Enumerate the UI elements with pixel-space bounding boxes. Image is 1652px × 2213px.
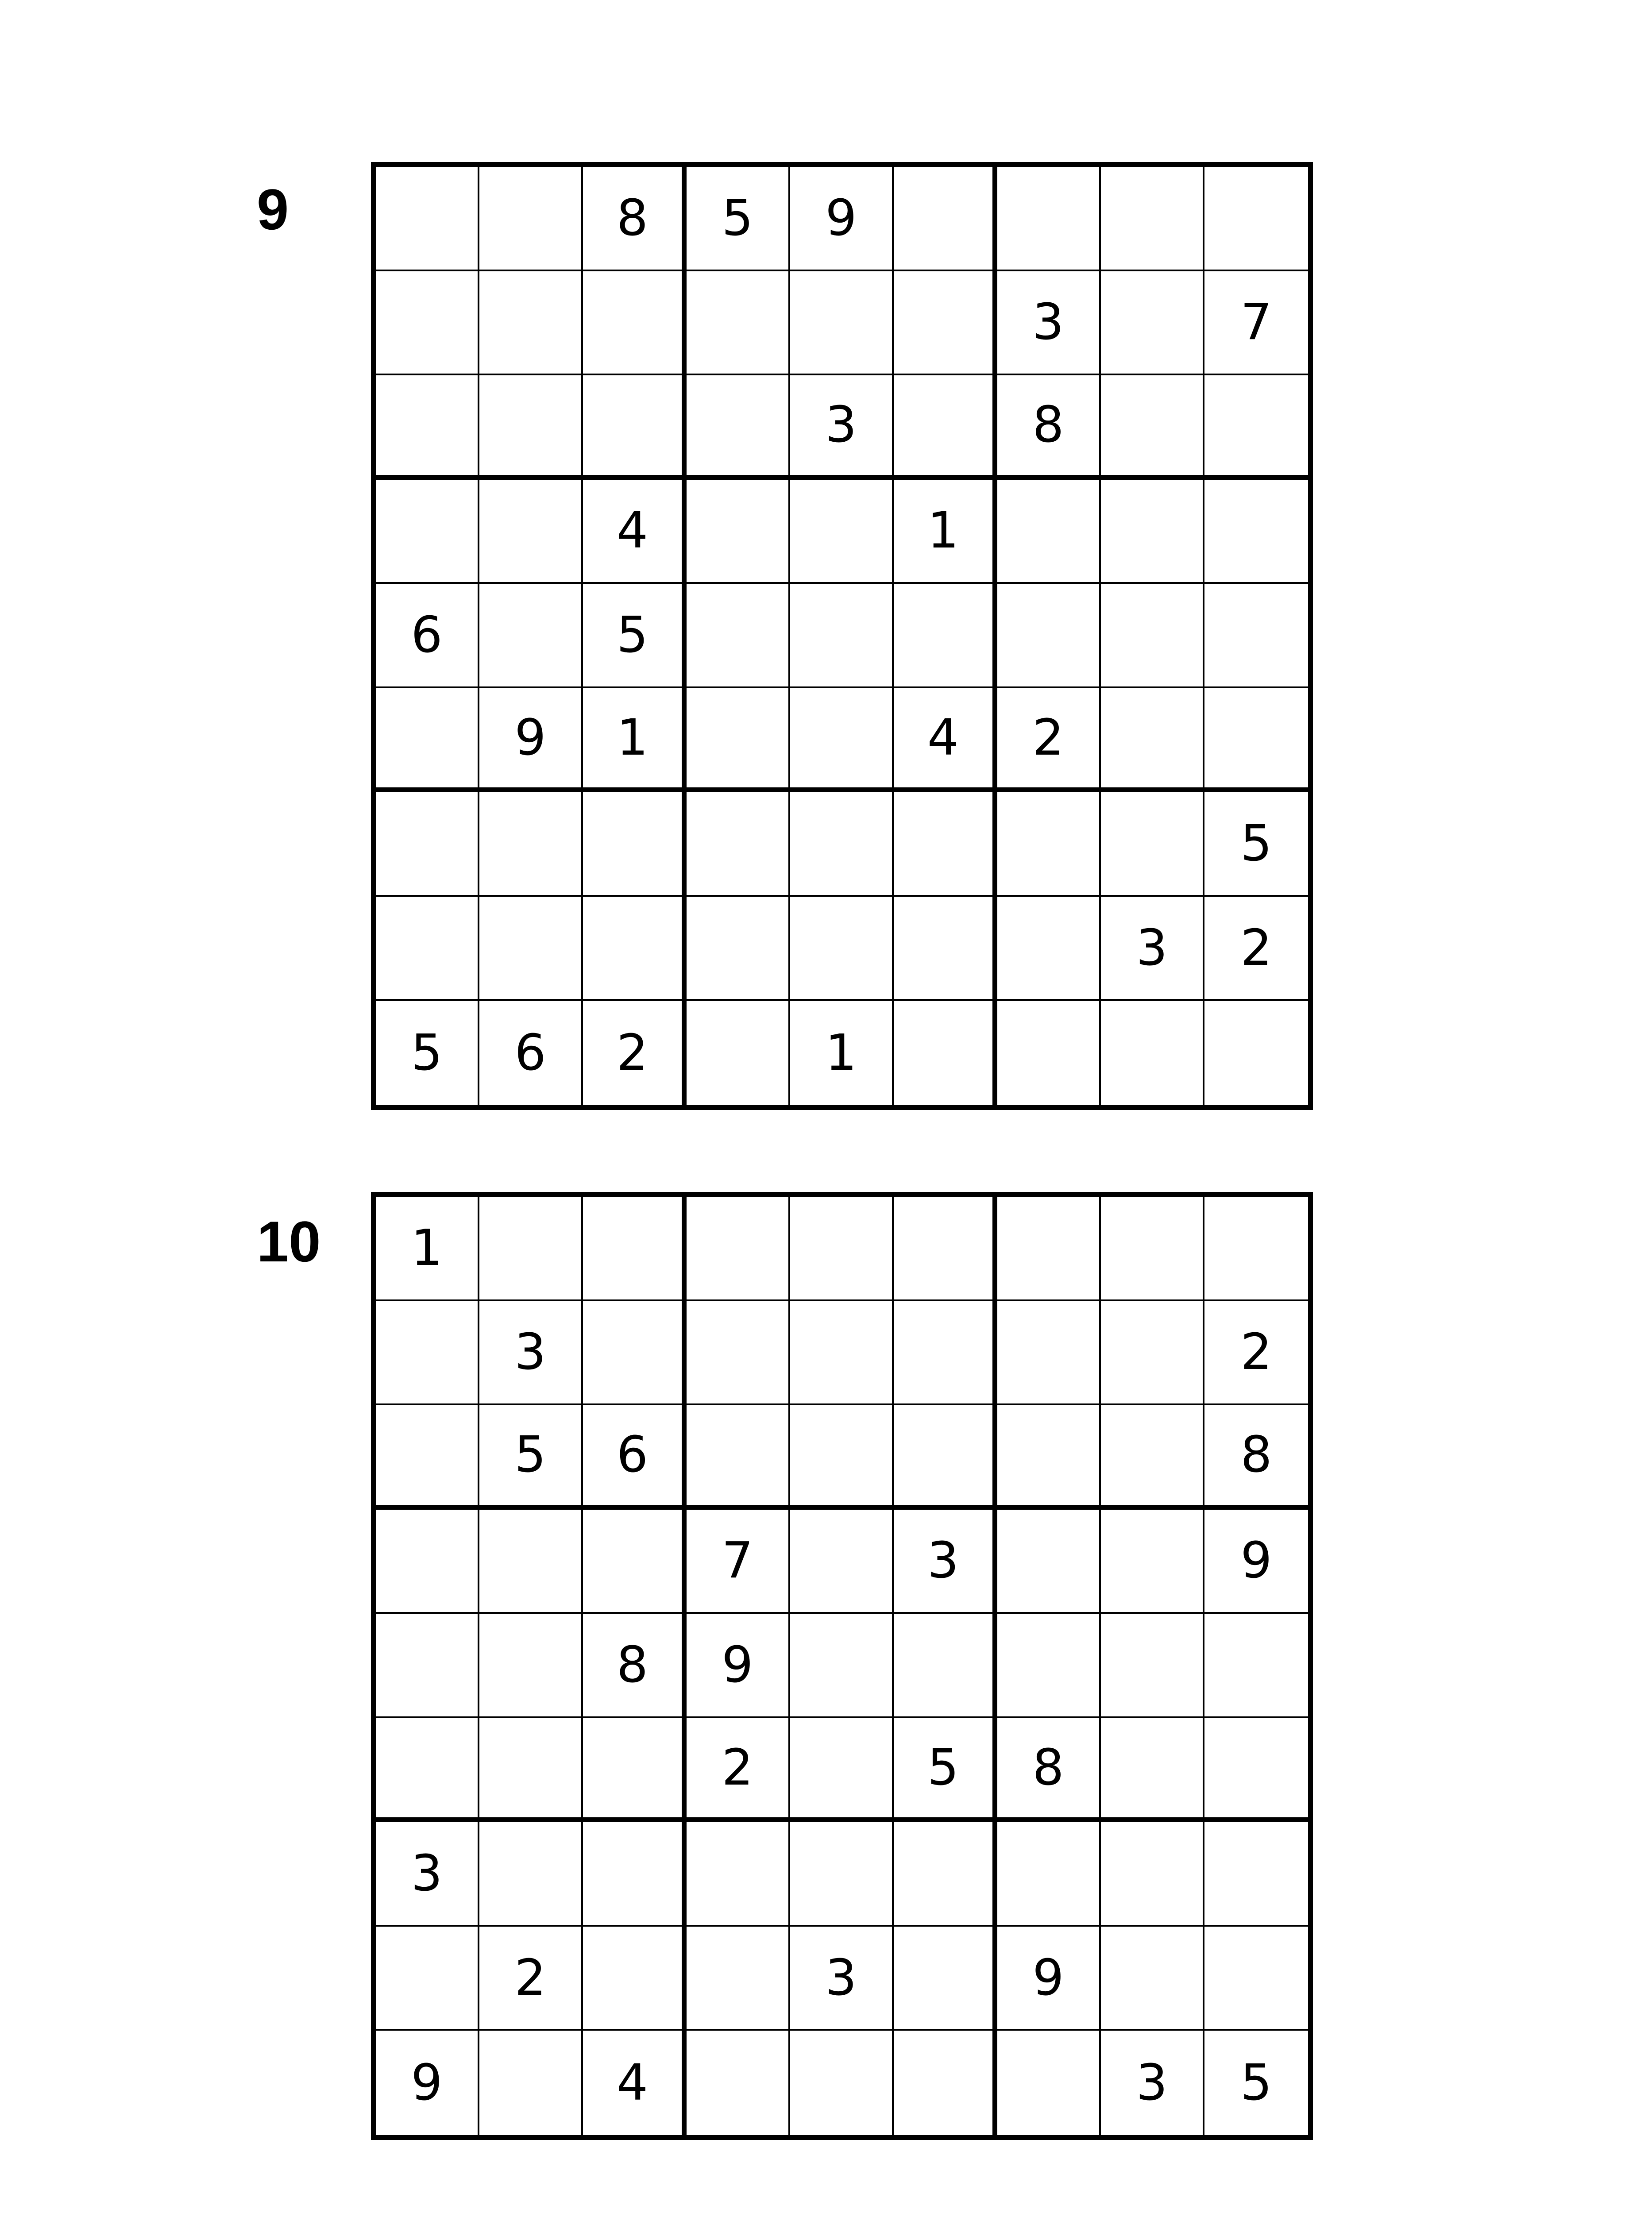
sudoku-cell[interactable]: 4 <box>894 688 997 793</box>
sudoku-cell[interactable] <box>1204 1197 1308 1301</box>
sudoku-cell[interactable] <box>687 1197 790 1301</box>
sudoku-cell[interactable] <box>894 1927 997 2031</box>
sudoku-cell[interactable] <box>583 1927 687 2031</box>
sudoku-cell[interactable]: 1 <box>376 1197 479 1301</box>
sudoku-cell[interactable]: 2 <box>479 1927 583 2031</box>
sudoku-cell[interactable] <box>1204 1001 1308 1105</box>
sudoku-cell[interactable]: 5 <box>687 167 790 271</box>
sudoku-cell[interactable] <box>997 167 1101 271</box>
sudoku-cell[interactable] <box>583 1301 687 1406</box>
sudoku-cell[interactable] <box>1101 584 1204 688</box>
sudoku-cell[interactable] <box>790 480 894 584</box>
sudoku-cell[interactable]: 7 <box>687 1510 790 1614</box>
sudoku-cell[interactable] <box>583 1822 687 1927</box>
sudoku-cell[interactable] <box>479 2031 583 2135</box>
sudoku-cell[interactable] <box>687 2031 790 2135</box>
sudoku-cell[interactable] <box>1101 1405 1204 1510</box>
sudoku-cell[interactable]: 7 <box>1204 271 1308 376</box>
sudoku-cell[interactable] <box>1204 1822 1308 1927</box>
sudoku-cell[interactable]: 3 <box>1101 897 1204 1001</box>
sudoku-cell[interactable]: 5 <box>583 584 687 688</box>
sudoku-cell[interactable] <box>790 1510 894 1614</box>
sudoku-cell[interactable] <box>1101 480 1204 584</box>
sudoku-cell[interactable] <box>1101 1510 1204 1614</box>
sudoku-cell[interactable] <box>479 584 583 688</box>
sudoku-cell[interactable] <box>583 271 687 376</box>
sudoku-cell[interactable] <box>790 271 894 376</box>
sudoku-cell[interactable]: 3 <box>790 1927 894 2031</box>
sudoku-cell[interactable] <box>790 1822 894 1927</box>
sudoku-cell[interactable]: 6 <box>583 1405 687 1510</box>
sudoku-cell[interactable] <box>479 1510 583 1614</box>
sudoku-cell[interactable] <box>376 688 479 793</box>
sudoku-cell[interactable] <box>1101 271 1204 376</box>
sudoku-cell[interactable] <box>479 897 583 1001</box>
sudoku-cell[interactable] <box>790 2031 894 2135</box>
sudoku-cell[interactable]: 8 <box>997 1718 1101 1823</box>
sudoku-cell[interactable]: 9 <box>479 688 583 793</box>
sudoku-cell[interactable] <box>583 897 687 1001</box>
sudoku-cell[interactable] <box>894 167 997 271</box>
sudoku-cell[interactable] <box>583 1510 687 1614</box>
sudoku-cell[interactable] <box>376 1301 479 1406</box>
sudoku-cell[interactable] <box>790 1301 894 1406</box>
sudoku-cell[interactable] <box>583 1718 687 1823</box>
sudoku-cell[interactable] <box>687 1927 790 2031</box>
sudoku-cell[interactable] <box>479 1718 583 1823</box>
sudoku-cell[interactable] <box>894 271 997 376</box>
sudoku-cell[interactable] <box>687 584 790 688</box>
sudoku-cell[interactable]: 3 <box>790 375 894 480</box>
sudoku-cell[interactable] <box>1204 480 1308 584</box>
sudoku-cell[interactable]: 2 <box>687 1718 790 1823</box>
sudoku-cell[interactable]: 2 <box>1204 897 1308 1001</box>
sudoku-cell[interactable] <box>687 688 790 793</box>
sudoku-cell[interactable]: 8 <box>583 167 687 271</box>
sudoku-cell[interactable] <box>687 480 790 584</box>
sudoku-cell[interactable] <box>479 271 583 376</box>
sudoku-cell[interactable] <box>1204 375 1308 480</box>
sudoku-cell[interactable]: 9 <box>1204 1510 1308 1614</box>
sudoku-cell[interactable] <box>687 1001 790 1105</box>
sudoku-cell[interactable] <box>894 1001 997 1105</box>
sudoku-cell[interactable] <box>894 2031 997 2135</box>
sudoku-cell[interactable] <box>1101 167 1204 271</box>
sudoku-grid-9 <box>371 162 1313 1110</box>
sudoku-cell[interactable] <box>479 480 583 584</box>
sudoku-cell[interactable] <box>790 792 894 897</box>
sudoku-cell[interactable]: 4 <box>583 480 687 584</box>
sudoku-cell[interactable]: 8 <box>583 1614 687 1718</box>
sudoku-cell[interactable]: 9 <box>997 1927 1101 2031</box>
sudoku-cell[interactable] <box>376 1405 479 1510</box>
sudoku-cell[interactable] <box>997 1614 1101 1718</box>
sudoku-cell[interactable]: 1 <box>583 688 687 793</box>
puzzle-10-number: 10 <box>257 1209 321 1274</box>
sudoku-cell[interactable] <box>376 375 479 480</box>
sudoku-cell[interactable] <box>1101 1001 1204 1105</box>
sudoku-cell[interactable]: 5 <box>376 1001 479 1105</box>
sudoku-cell[interactable] <box>790 897 894 1001</box>
sudoku-cell[interactable] <box>1204 167 1308 271</box>
sudoku-cell[interactable] <box>790 1197 894 1301</box>
sudoku-cell[interactable] <box>894 1614 997 1718</box>
sudoku-cell[interactable] <box>1204 584 1308 688</box>
sudoku-cell[interactable]: 5 <box>1240 2054 1272 2112</box>
sudoku-cell[interactable] <box>376 271 479 376</box>
sudoku-cell[interactable]: 3 <box>894 1510 997 1614</box>
sudoku-cell[interactable] <box>1204 1927 1308 2031</box>
sudoku-cell[interactable] <box>1101 1927 1204 2031</box>
sudoku-cell[interactable] <box>687 1405 790 1510</box>
sudoku-cell[interactable] <box>997 1301 1101 1406</box>
sudoku-cell[interactable] <box>687 1822 790 1927</box>
sudoku-cell[interactable] <box>376 1614 479 1718</box>
sudoku-cell[interactable] <box>894 1197 997 1301</box>
sudoku-cell[interactable] <box>376 1510 479 1614</box>
sudoku-cell[interactable] <box>1101 1197 1204 1301</box>
sudoku-cell[interactable]: 9 <box>376 2031 479 2135</box>
puzzle-9-number: 9 <box>257 177 289 242</box>
sudoku-cell[interactable]: 2 <box>1204 1301 1308 1406</box>
sudoku-cell[interactable] <box>997 1510 1101 1614</box>
sudoku-cell[interactable] <box>1101 1822 1204 1927</box>
sudoku-cell[interactable] <box>894 1822 997 1927</box>
sudoku-cell[interactable] <box>997 1405 1101 1510</box>
sudoku-cell[interactable]: 6 <box>479 1001 583 1105</box>
sudoku-cell[interactable] <box>1101 1718 1204 1823</box>
sudoku-cell[interactable] <box>997 2031 1101 2135</box>
sudoku-cell[interactable] <box>376 792 479 897</box>
sudoku-cell[interactable] <box>376 480 479 584</box>
sudoku-cell[interactable] <box>479 1197 583 1301</box>
sudoku-cell[interactable] <box>997 897 1101 1001</box>
sudoku-cell[interactable]: 2 <box>583 1001 687 1105</box>
sudoku-cell[interactable] <box>583 792 687 897</box>
sudoku-cell[interactable]: 5 <box>1204 792 1308 897</box>
sudoku-cell[interactable] <box>997 1822 1101 1927</box>
sudoku-cell[interactable] <box>1204 1614 1308 1718</box>
sudoku-cell[interactable] <box>1101 688 1204 793</box>
sudoku-cell[interactable]: 5 <box>894 1718 997 1823</box>
sudoku-cell[interactable] <box>376 167 479 271</box>
sudoku-cell[interactable] <box>1101 1614 1204 1718</box>
sudoku-cell[interactable] <box>479 792 583 897</box>
sudoku-cell[interactable] <box>894 1301 997 1406</box>
sudoku-cell[interactable] <box>687 375 790 480</box>
sudoku-cell[interactable] <box>894 584 997 688</box>
sudoku-cell[interactable]: 6 <box>376 584 479 688</box>
sudoku-cell[interactable] <box>687 897 790 1001</box>
sudoku-cell[interactable] <box>790 688 894 793</box>
sudoku-cell[interactable] <box>376 1927 479 2031</box>
sudoku-cell[interactable] <box>1204 1718 1308 1823</box>
sudoku-cell[interactable] <box>687 271 790 376</box>
sudoku-cell[interactable]: 9 <box>687 1614 790 1718</box>
sudoku-cell[interactable] <box>997 1001 1101 1105</box>
sudoku-cell[interactable] <box>1101 1301 1204 1406</box>
sudoku-cell[interactable] <box>997 792 1101 897</box>
sudoku-cell[interactable]: 3 <box>997 271 1101 376</box>
sudoku-cell[interactable] <box>997 480 1101 584</box>
sudoku-cell[interactable] <box>997 584 1101 688</box>
sudoku-cell[interactable] <box>687 792 790 897</box>
sudoku-cell[interactable] <box>790 584 894 688</box>
sudoku-cell[interactable] <box>583 375 687 480</box>
sudoku-cell[interactable] <box>997 1197 1101 1301</box>
sudoku-cell[interactable] <box>790 1614 894 1718</box>
sudoku-cell[interactable]: 1 <box>790 1001 894 1105</box>
sudoku-cell[interactable] <box>687 1301 790 1406</box>
sudoku-grid-10 <box>371 1192 1313 2140</box>
sudoku-cell[interactable] <box>479 167 583 271</box>
sudoku-cell[interactable]: 8 <box>997 375 1101 480</box>
sudoku-cell[interactable]: 3 <box>479 1301 583 1406</box>
sudoku-cell[interactable] <box>894 1405 997 1510</box>
sudoku-cell[interactable] <box>894 897 997 1001</box>
sudoku-cell[interactable] <box>376 1718 479 1823</box>
sudoku-cell[interactable]: 5 <box>479 1405 583 1510</box>
sudoku-cell[interactable] <box>479 375 583 480</box>
sudoku-cell[interactable]: 3 <box>376 1822 479 1927</box>
sudoku-cell[interactable] <box>583 1197 687 1301</box>
sudoku-cell[interactable]: 8 <box>1204 1405 1308 1510</box>
sudoku-cell[interactable] <box>376 897 479 1001</box>
sudoku-cell[interactable] <box>479 1614 583 1718</box>
sudoku-cell[interactable] <box>790 1718 894 1823</box>
sudoku-cell[interactable]: 3 <box>1101 2031 1204 2135</box>
sudoku-cell[interactable] <box>479 1822 583 1927</box>
sudoku-cell[interactable]: 4 <box>583 2031 687 2135</box>
sudoku-cell[interactable] <box>894 375 997 480</box>
sudoku-cell[interactable]: 1 <box>894 480 997 584</box>
sudoku-cell[interactable]: 2 <box>997 688 1101 793</box>
sudoku-cell[interactable] <box>1204 688 1308 793</box>
sudoku-cell[interactable] <box>790 1405 894 1510</box>
sudoku-cell[interactable] <box>894 792 997 897</box>
sudoku-cell[interactable] <box>1101 375 1204 480</box>
sudoku-cell[interactable]: 9 <box>790 167 894 271</box>
sudoku-cell[interactable] <box>1101 792 1204 897</box>
